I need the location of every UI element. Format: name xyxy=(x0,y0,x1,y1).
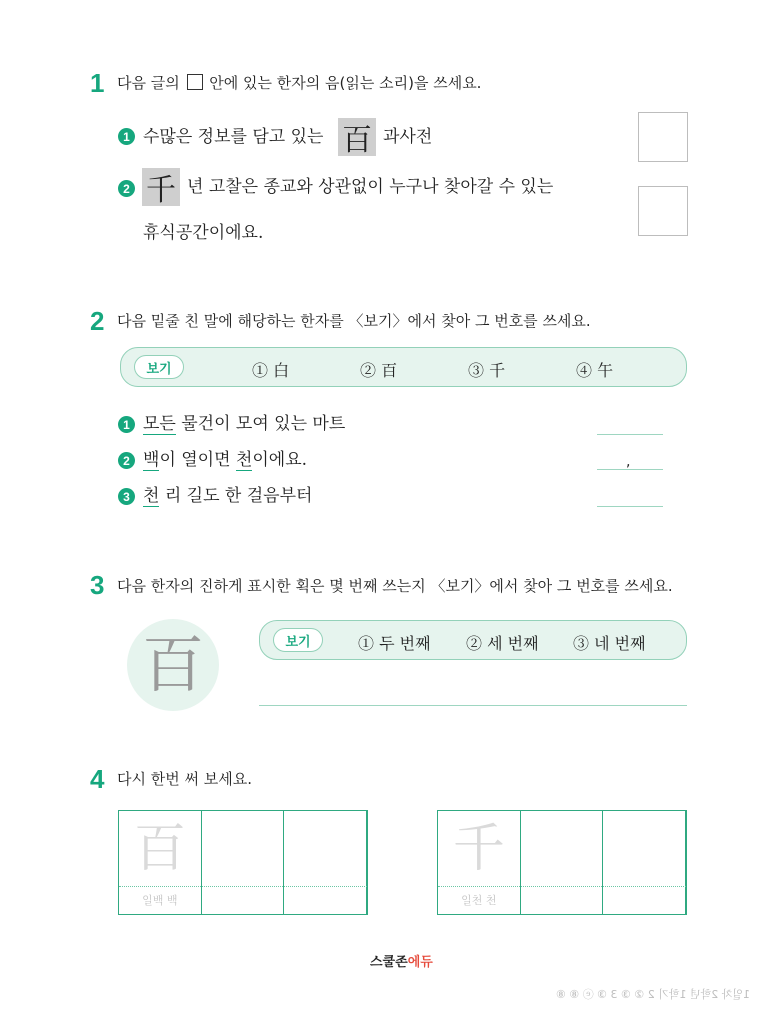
q2-item-3-text xyxy=(143,486,312,506)
grid-2-caption: 일천 천 xyxy=(461,894,497,907)
q2-bogi-label: 보기 xyxy=(134,355,184,379)
blank-square-icon xyxy=(187,74,203,90)
q1-instruction-post: 안에 있는 한자의 음(읽는 소리)을 쓰세요. xyxy=(209,74,482,92)
q3-bogi-label: 보기 xyxy=(273,628,323,652)
grid-2-hanja: 千 xyxy=(452,819,505,879)
grid-1-cell-2[interactable] xyxy=(202,811,285,914)
q2-item-1-underlined: 모든 xyxy=(143,414,176,434)
grid-2-dotted-guide xyxy=(438,886,686,887)
grid-1-cell-3[interactable] xyxy=(284,811,367,914)
q1-item-2-after: 년 고찰은 종교와 상관없이 누구나 찾아갈 수 있는 xyxy=(187,177,554,197)
q2-item-1-text xyxy=(143,414,345,434)
q2-option-2: ② 百 xyxy=(360,361,398,380)
q1-item-1-number: 1 xyxy=(118,128,135,145)
q3-hanja: 百 xyxy=(141,628,204,701)
q2-item-3-number: 3 xyxy=(118,488,135,505)
q2-item-2-text xyxy=(143,450,307,470)
q2-instruction: 다음 밑줄 친 말에 해당하는 한자를 〈보기〉에서 찾아 그 번호를 쓰세요. xyxy=(117,312,591,330)
q3-option-3: ③ 네 번째 xyxy=(573,634,646,653)
q2-item-1-number: 1 xyxy=(118,416,135,433)
footer-page-tag: 1일차 2학년 1학기 2 ② ③ 3 ③ ⓔ ⑧ ⑧ xyxy=(555,988,750,1001)
q1-instruction xyxy=(117,74,481,92)
q1-item-1-before: 수많은 정보를 담고 있는 xyxy=(143,127,324,147)
q3-answer-line[interactable] xyxy=(259,705,687,706)
q1-item-1-after: 과사전 xyxy=(383,127,433,147)
q2-item-2-underlined-2: 천 xyxy=(235,450,253,470)
q2-item-2-number: 2 xyxy=(118,452,135,469)
q2-answer-line-3[interactable] xyxy=(597,506,663,507)
q3-hanja-circle xyxy=(127,619,219,711)
q2-number: 2 xyxy=(90,306,105,336)
grid-2-cell-3[interactable] xyxy=(603,811,686,914)
grid-1-dotted-guide xyxy=(119,886,367,887)
grid-1-cell-model xyxy=(119,811,202,914)
q1-answer-box-2[interactable] xyxy=(638,186,688,236)
q1-item-2-number: 2 xyxy=(118,180,135,197)
q2-item-2-rest: 이에요. xyxy=(252,450,308,470)
q3-instruction: 다음 한자의 진하게 표시한 획은 몇 번째 쓰는지 〈보기〉에서 찾아 그 번호를 쓰세요. xyxy=(117,577,673,595)
grid-2-cell-2[interactable] xyxy=(521,811,604,914)
q2-answer-line-1[interactable] xyxy=(597,434,663,435)
footer-logo-left: 스쿨존 xyxy=(370,954,408,969)
q4-number: 4 xyxy=(90,764,105,794)
q2-option-4: ④ 午 xyxy=(576,361,614,380)
q1-number: 1 xyxy=(90,68,105,98)
q2-item-3-underlined: 천 xyxy=(143,486,160,506)
q1-instruction-pre: 다음 글의 xyxy=(117,74,180,92)
q2-item-2-mid: 이 열이면 xyxy=(159,450,236,470)
footer-logo xyxy=(370,951,433,970)
q2-item-2-underlined-1: 백 xyxy=(143,450,160,470)
q2-answer-separator: , xyxy=(626,454,631,470)
writing-grid-2 xyxy=(437,810,687,915)
q2-option-1: ① 白 xyxy=(252,361,290,380)
footer-logo-right: 에듀 xyxy=(407,954,433,969)
q3-option-1: ① 두 번째 xyxy=(358,634,431,653)
q1-item-1-hanja: 百 xyxy=(338,118,376,156)
grid-1-caption: 일백 백 xyxy=(142,894,178,907)
q2-item-3-rest: 리 길도 한 걸음부터 xyxy=(159,486,313,506)
q1-answer-box-1[interactable] xyxy=(638,112,688,162)
q3-option-2: ② 세 번째 xyxy=(466,634,539,653)
writing-grid-1 xyxy=(118,810,368,915)
q4-instruction: 다시 한번 써 보세요. xyxy=(117,770,252,788)
q3-number: 3 xyxy=(90,570,105,600)
grid-1-hanja: 百 xyxy=(133,819,186,879)
q2-item-1-rest: 물건이 모여 있는 마트 xyxy=(175,414,346,434)
q2-option-3: ③ 千 xyxy=(468,361,506,380)
q1-item-2-hanja: 千 xyxy=(142,168,180,206)
grid-2-cell-model xyxy=(438,811,521,914)
q1-item-2-line2: 휴식공간이에요. xyxy=(143,223,264,243)
